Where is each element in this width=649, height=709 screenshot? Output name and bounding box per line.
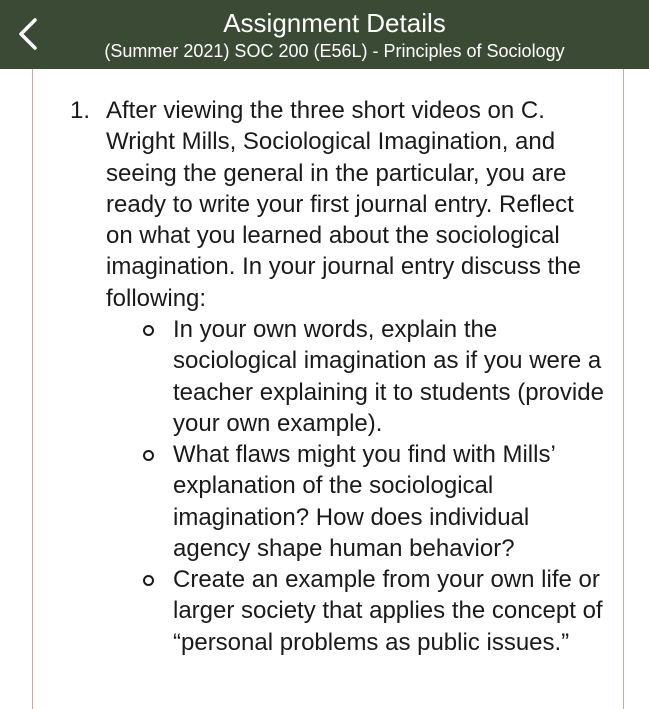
assignment-prompt: After viewing the three short videos on C. Wright Mills, Sociological Imagination, and seeing the general in the particular, you are ready to write your first journal entry. Reflect on what you learned about the sociological imagination. In your journal entry discuss the following:: [106, 97, 581, 312]
assignment-content: [32, 69, 624, 709]
list-item: [173, 564, 613, 658]
list-item-number: 1.: [70, 97, 91, 124]
page-title: Assignment Details: [223, 8, 446, 38]
bullet-text: In your own words, explain the sociological imagination as if you were a teacher explaining it to students (provide your own example).: [173, 316, 604, 437]
back-button[interactable]: [6, 8, 50, 60]
list-item: [173, 439, 613, 564]
list-item: [173, 314, 613, 439]
bullet-circle-icon: [143, 325, 154, 336]
app-header: [0, 0, 649, 69]
chevron-left-icon: [16, 17, 40, 51]
course-subtitle: (Summer 2021) SOC 200 (E56L) - Principles of Sociology: [104, 41, 565, 61]
bullet-text: What flaws might you find with Mills’ explanation of the sociological imagination? How does individual agency shape human behavior?: [173, 441, 555, 562]
bullet-text: Create an example from your own life or larger society that applies the concept of “personal problems as public issues.”: [173, 566, 603, 656]
bullet-circle-icon: [143, 450, 154, 461]
bullet-circle-icon: [143, 575, 154, 586]
